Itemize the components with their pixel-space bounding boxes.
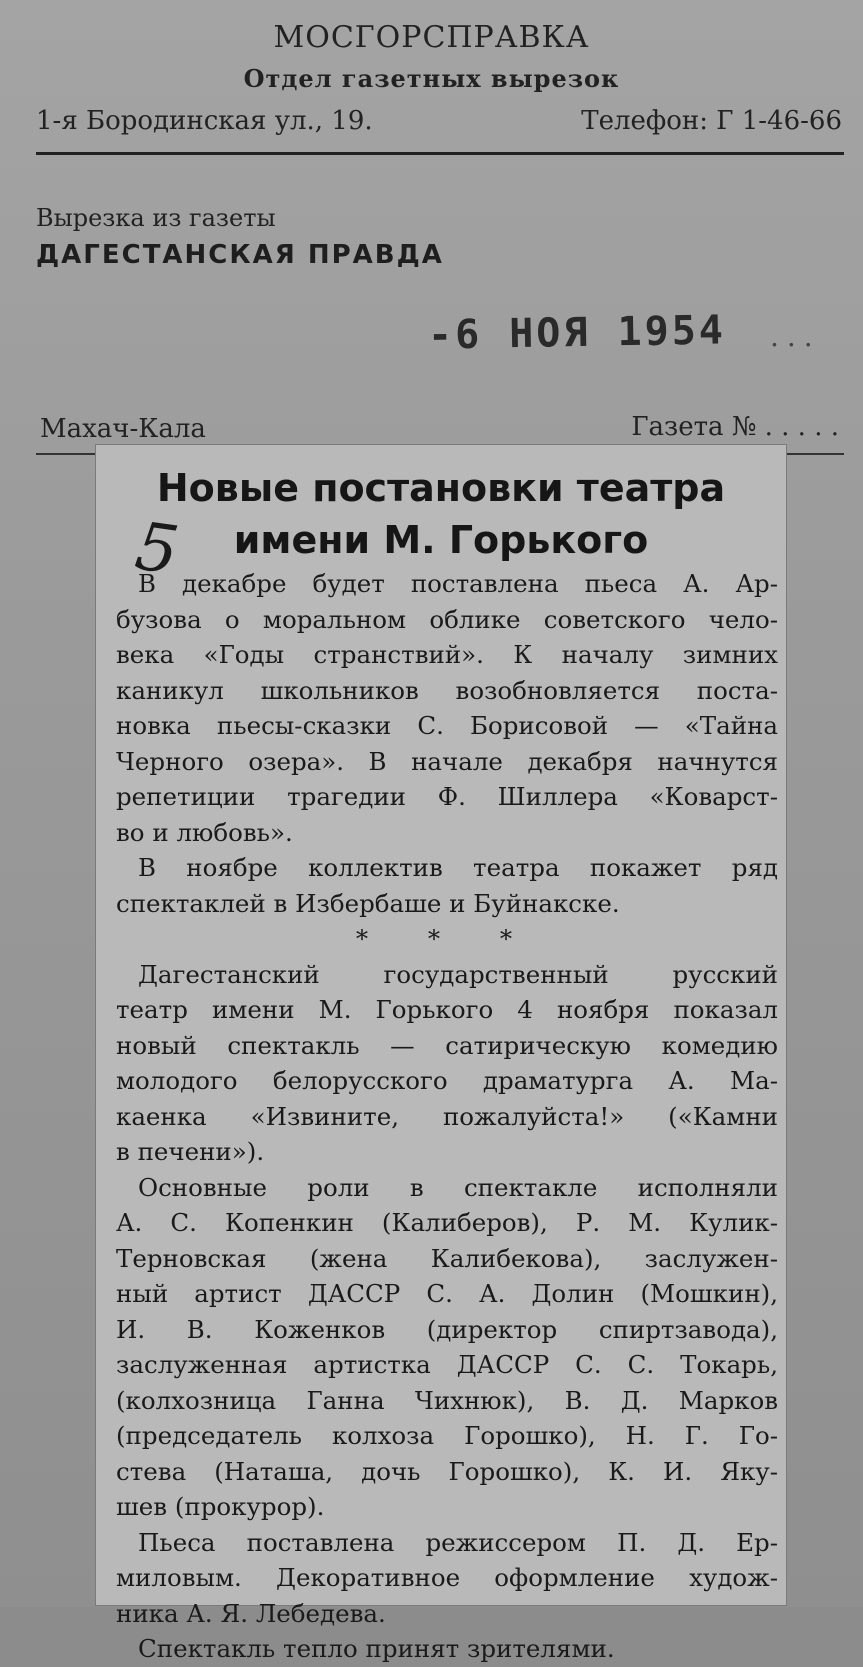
article-line: В декабре будет поставлена пьеса А. Ар- — [138, 569, 778, 598]
article-title — [96, 462, 786, 566]
article-line: в печени»). — [116, 1137, 265, 1166]
article-line: спектаклей в Избербаше и Буйнакске. — [116, 888, 620, 918]
article-line: шев (прокурор). — [116, 1492, 325, 1521]
article-line: (колхозница Ганна Чихнюк), В. Д. Марков — [116, 1385, 778, 1415]
article-line: Спектакль тепло принят зрителями. — [138, 1634, 615, 1663]
article-line: каникул школьников возобновляется поста- — [116, 675, 778, 705]
article-line: Пьеса поставлена режиссером П. Д. Ер- — [138, 1527, 778, 1557]
source-label: Вырезка из газеты — [36, 204, 276, 232]
article-line: репетиции трагедии Ф. Шиллера «Коварст- — [116, 782, 778, 811]
header-divider — [36, 152, 844, 155]
article-line: Основные роли в спектакле исполняли — [138, 1172, 778, 1202]
article-line: миловым. Декоративное оформление худож- — [116, 1563, 778, 1592]
article-line: новка пьесы-сказки С. Борисовой — «Тайна — [116, 711, 778, 740]
phone: Телефон: Г 1-46-66 — [581, 106, 842, 136]
article-line: театр имени М. Горького 4 ноября показал — [116, 995, 778, 1024]
issue-number: Газета № . . . . . — [631, 412, 839, 442]
article-line: И. В. Коженков (директор спиртзавода), — [116, 1314, 778, 1344]
article-line: (председатель колхоза Горошко), Н. Г. Го- — [116, 1421, 778, 1450]
article-title-line-2: имени М. Горького — [233, 518, 649, 562]
article-line: В ноябре коллектив театра покажет ряд — [138, 853, 778, 882]
article-line: ника А. Я. Лебедева. — [116, 1598, 386, 1628]
article-line: стева (Наташа, дочь Горошко), К. И. Яку- — [116, 1456, 778, 1486]
newspaper-name: ДАГЕСТАНСКАЯ ПРАВДА — [36, 240, 444, 270]
article-line: Дагестанский государственный русский — [138, 959, 778, 989]
article-line: Терновская (жена Калибекова), заслужен- — [116, 1243, 778, 1273]
article-line: Черного озера». В начале декабря начнутся — [116, 746, 778, 776]
section-separator: * * * — [355, 924, 539, 953]
article-title-line-1: Новые постановки театра — [156, 466, 726, 510]
article-line: молодого белорусского драматурга А. Ма- — [116, 1066, 778, 1095]
handwritten-number: 5 — [130, 507, 184, 590]
city: Махач-Кала — [40, 414, 206, 444]
stamp-trail: ... — [770, 320, 821, 353]
organization-name: МОСГОРСПРАВКА — [273, 20, 590, 55]
article-body — [116, 566, 778, 1667]
article-line: ный артист ДАССР С. А. Долин (Мошкин), — [116, 1279, 778, 1308]
article-line: новый спектакль — сатирическую комедию — [116, 1030, 778, 1060]
date-stamp: -6 НОЯ 1954 — [427, 307, 727, 359]
article-line: во и любовь». — [116, 817, 293, 847]
article-line: бузова о моральном облике советского чело- — [116, 604, 778, 634]
article-line: заслуженная артистка ДАССР С. С. Токарь, — [116, 1350, 778, 1379]
article-line: века «Годы странствий». К началу зимних — [116, 640, 778, 669]
address: 1-я Бородинская ул., 19. — [36, 106, 373, 136]
department-name: Отдел газетных вырезок — [243, 64, 620, 93]
article-line: каенка «Извините, пожалуйста!» («Камни — [116, 1101, 778, 1131]
article-line: А. С. Копенкин (Калиберов), Р. М. Кулик- — [116, 1208, 778, 1237]
header-contact-row — [36, 106, 842, 140]
